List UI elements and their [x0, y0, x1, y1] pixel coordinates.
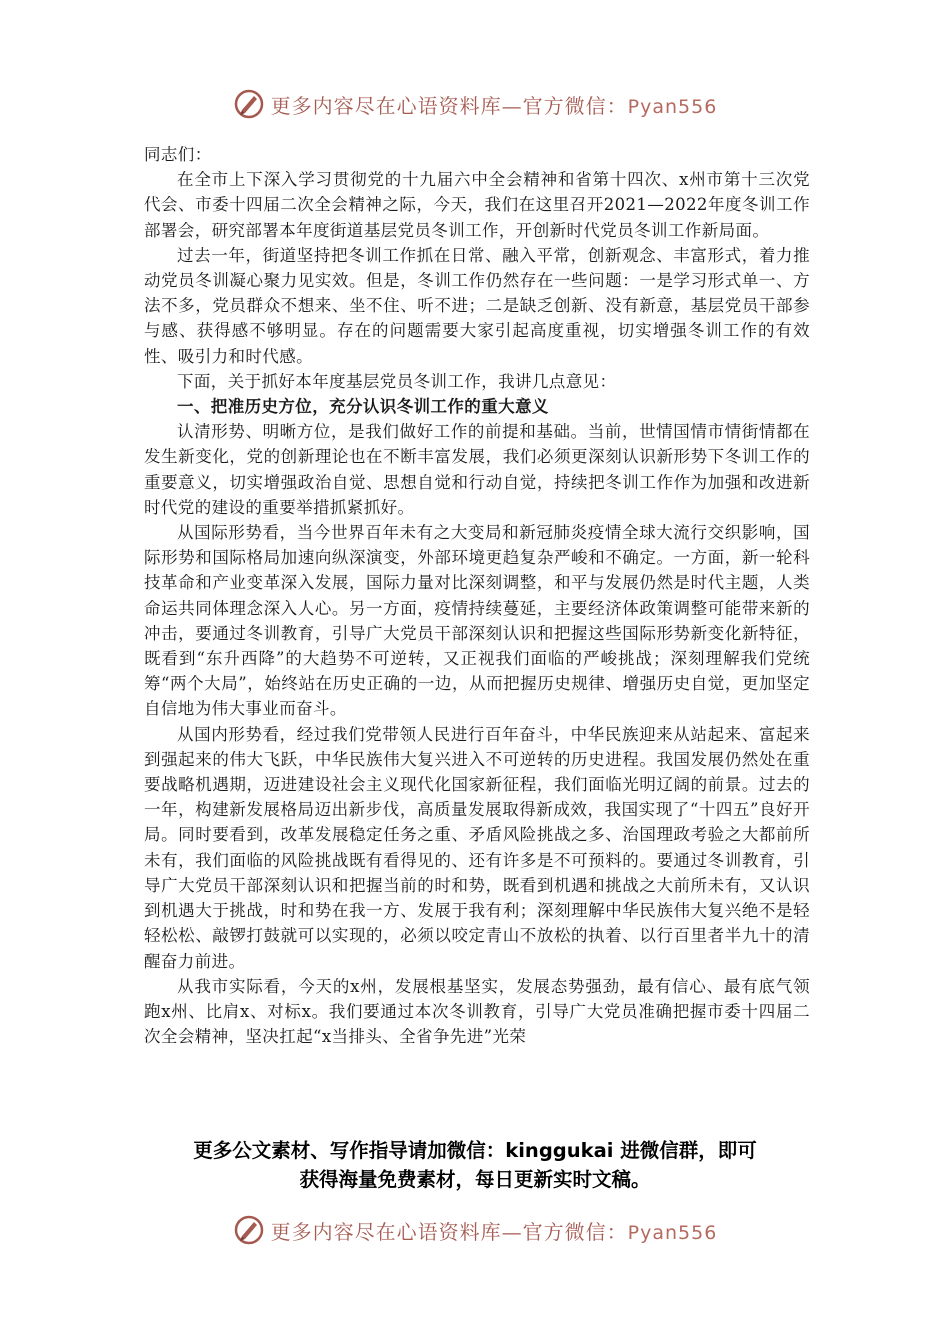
watermark-text: 更多内容尽在心语资料库—官方微信：Pyan556	[270, 1219, 718, 1244]
promo-notice	[130, 1136, 820, 1194]
paragraph: 从国际形势看，当今世界百年未有之大变局和新冠肺炎疫情全球大流行交织影响，国际形势和国际格局加速向纵深演变，外部环境更趋复杂严峻和不确定。一方面，新一轮科技革命和产业变革深入发展，国际力量对比深刻调整，和平与发展仍然是时代主题，人类命运共同体理念深入人心。另一方面，疫情持续蔓延，主要经济体政策调整可能带来新的冲击，要通过冬训教育，引导广大党员干部深刻认识和把握这些国际形势新变化新特征，既看到“东升西降”的大趋势不可逆转，又正视我们面临的严峻挑战；深刻理解我们党统筹“两个大局”，始终站在历史正确的一边，从而把握历史规律、增强历史自觉，更加坚定自信地为伟大事业而奋斗。	[144, 523, 810, 719]
paragraph: 过去一年，街道坚持把冬训工作抓在日常、融入平常，创新观念、丰富形式，着力推动党员冬训凝心聚力见实效。但是，冬训工作仍然存在一些问题：一是学习形式单一、方法不多，党员群众不想来、坐不住、听不进；二是缺乏创新、没有新意，基层党员干部参与感、获得感不够明显。存在的问题需要大家引起高度重视，切实增强冬训工作的有效性、吸引力和时代感。	[144, 245, 810, 366]
watermark-banner-top	[0, 84, 950, 124]
pen-logo-icon	[233, 88, 265, 120]
greeting: 同志们：	[144, 145, 212, 164]
paragraph: 下面，关于抓好本年度基层党员冬训工作，我讲几点意见：	[177, 371, 617, 391]
watermark-banner-bottom	[0, 1210, 950, 1250]
paragraph: 从我市实际看，今天的x州，发展根基坚实，发展态势强劲，最有信心、最有底气领跑x州、比肩x、对标x。我们要通过本次冬训教育，引导广大党员准确把握市委十四届二次全会精神，坚决扛起“x当排头、全省争先进”光荣	[144, 976, 810, 1047]
watermark-id: Pyan556	[627, 1221, 718, 1244]
document-body	[144, 142, 810, 1049]
watermark-id: Pyan556	[627, 95, 718, 118]
watermark-text: 更多内容尽在心语资料库—官方微信：Pyan556	[270, 93, 718, 118]
promo-line: 更多公文素材、写作指导请加微信：kinggukai 进微信群，即可	[193, 1139, 757, 1162]
section-heading: 一、把准历史方位，充分认识冬训工作的重大意义	[177, 397, 549, 417]
pen-logo-icon	[233, 1214, 265, 1246]
paragraph: 认清形势、明晰方位，是我们做好工作的前提和基础。当前，世情国情市情街情都在发生新变化，党的创新理论也在不断丰富发展，我们必须更深刻认识新形势下冬训工作的重要意义，切实增强政治自觉、思想自觉和行动自觉，持续把冬训工作作为加强和改进新时代党的建设的重要举措抓紧抓好。	[144, 422, 810, 517]
promo-line: 获得海量免费素材，每日更新实时文稿。	[299, 1168, 651, 1191]
paragraph: 在全市上下深入学习贯彻党的十九届六中全会精神和省第十四次、x州市第十三次党代会、市委十四届二次全会精神之际，今天，我们在这里召开2021—2022年度冬训工作部署会，研究部署本年度街道基层党员冬训工作，开创新时代党员冬训工作新局面。	[144, 170, 810, 240]
paragraph: 从国内形势看，经过我们党带领人民进行百年奋斗，中华民族迎来从站起来、富起来到强起来的伟大飞跃，中华民族伟大复兴进入不可逆转的历史进程。我国发展仍然处在重要战略机遇期，迈进建设社会主义现代化国家新征程，我们面临光明辽阔的前景。过去的一年，构建新发展格局迈出新步伐，高质量发展取得新成效，我国实现了“十四五”良好开局。同时要看到，改革发展稳定任务之重、矛盾风险挑战之多、治国理政考验之大都前所未有，我们面临的风险挑战既有看得见的、还有许多是不可预料的。要通过冬训教育，引导广大党员干部深刻认识和把握当前的时和势，既看到机遇和挑战之大前所未有，又认识到机遇大于挑战，时和势在我一方、发展于我有利；深刻理解中华民族伟大复兴绝不是轻轻松松、敲锣打鼓就可以实现的，必须以咬定青山不放松的执着、以行百里者半九十的清醒奋力前进。	[144, 724, 810, 971]
